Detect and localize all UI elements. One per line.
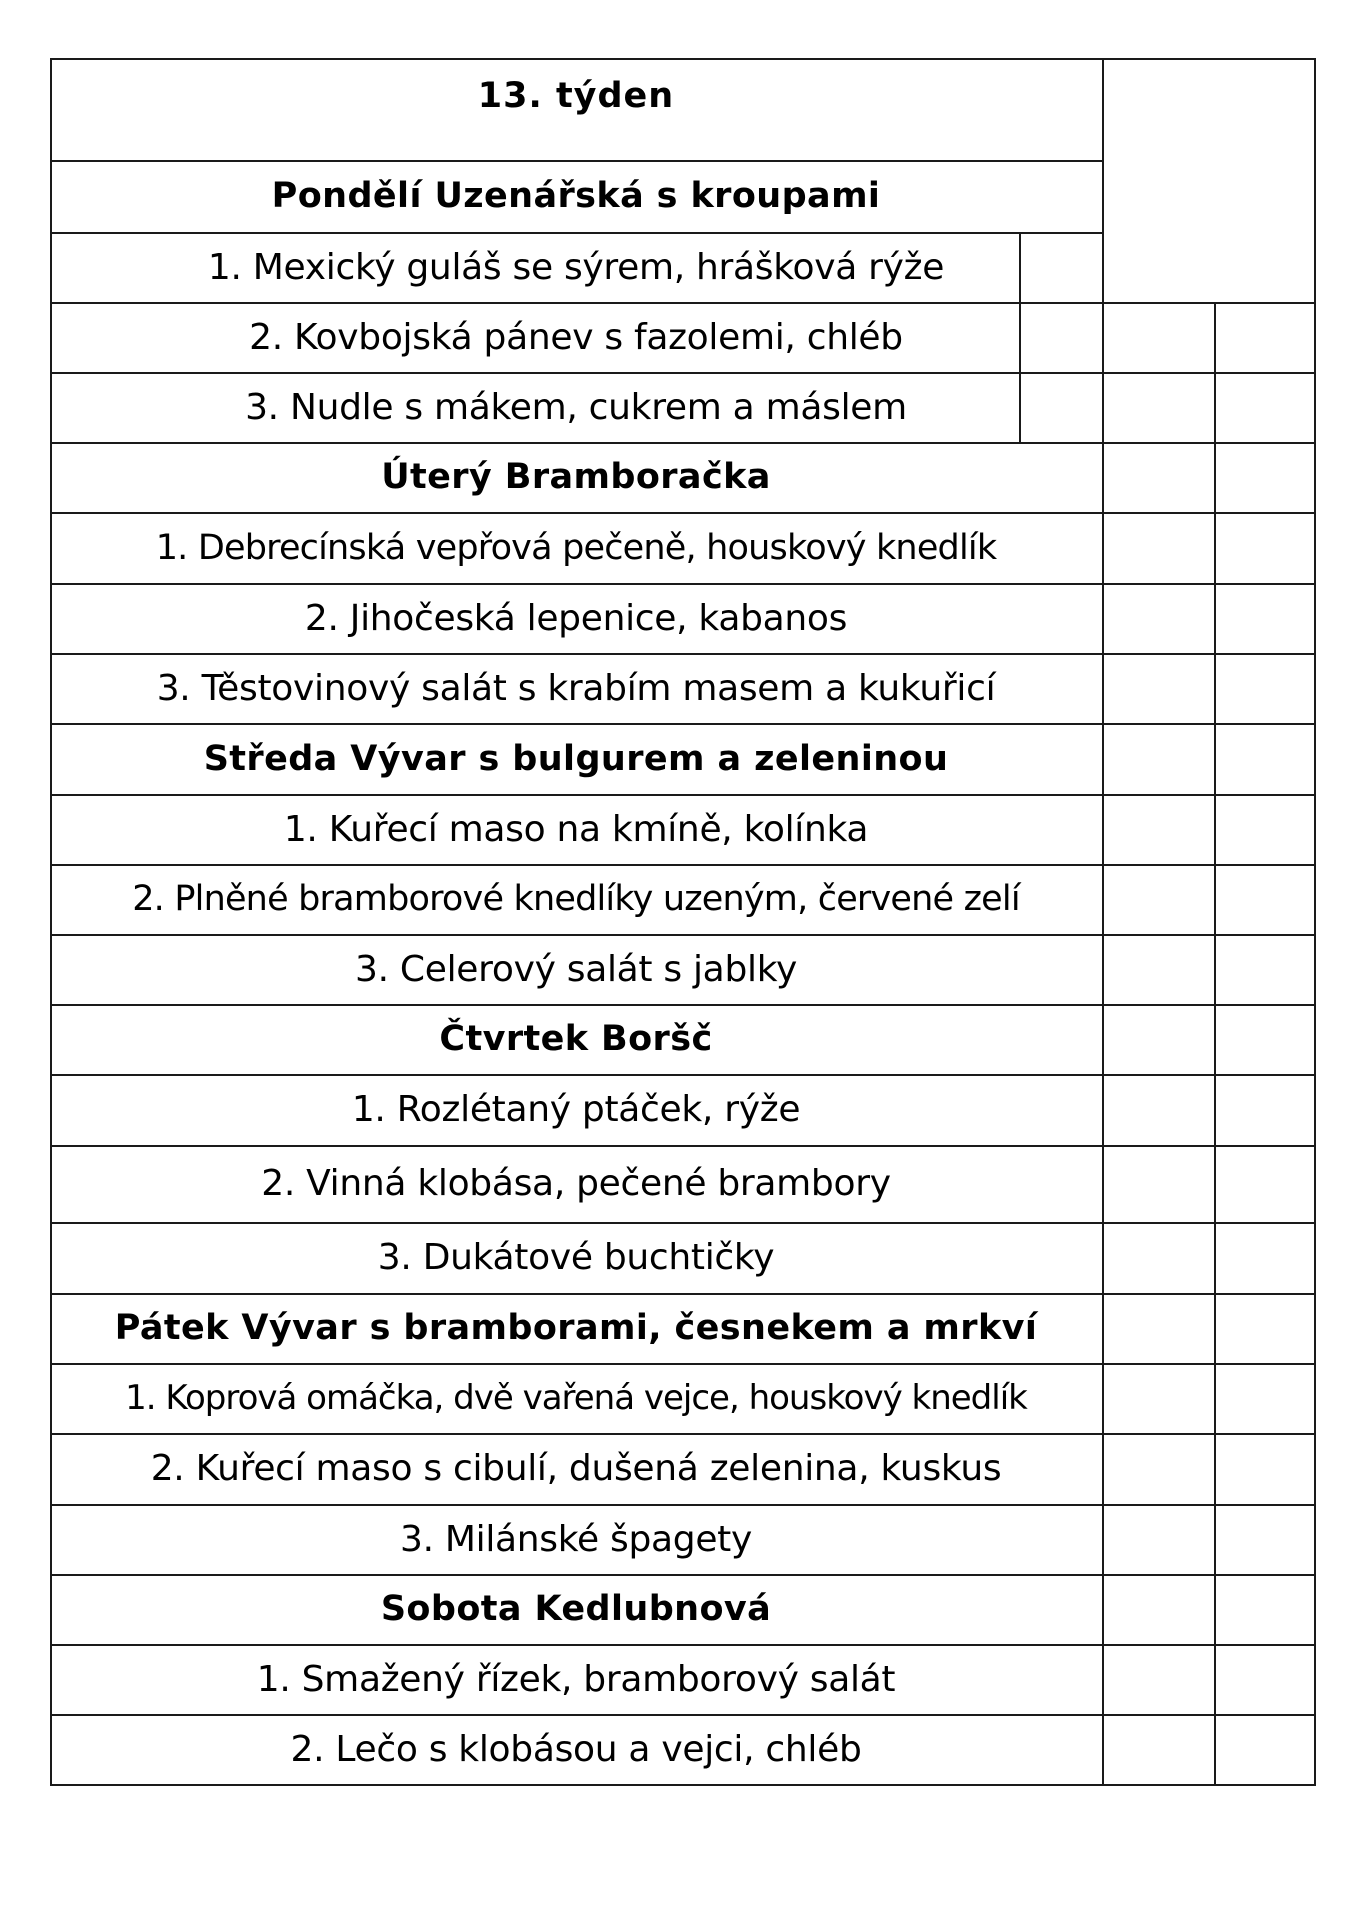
menu-item: 2. Vinná klobása, pečené brambory [261,1163,891,1204]
day-soup-header: Středa Vývar s bulgurem a zeleninou [203,738,949,779]
menu-item: 1. Mexický guláš se sýrem, hrášková rýže [207,246,945,288]
column-divider-main [1102,58,1104,1785]
menu-item: 1. Debrecínská vepřová pečeně, houskový knedlík [155,527,997,568]
menu-item: 2. Kuřecí maso s cibulí, dušená zelenina, kuskus [150,1448,1002,1489]
day-soup-header: Čtvrtek Boršč [439,1019,713,1059]
menu-item: 1. Smažený řízek, bramborový salát [256,1658,896,1700]
menu-item: 1. Kuřecí maso na kmíně, kolínka [283,808,869,850]
menu-table [50,58,1316,1785]
table-border-bottom [50,1784,1316,1786]
menu-item: 2. Kovbojská pánev s fazolemi, chléb [249,316,903,358]
menu-item: 2. Lečo s klobásou a vejci, chléb [290,1728,862,1770]
day-soup-header: Sobota Kedlubnová [380,1589,772,1629]
menu-item: 3. Těstovinový salát s krabím masem a kukuřicí [156,667,996,709]
day-soup-header: Úterý Bramboračka [381,457,771,497]
menu-item: 1. Koprová omáčka, dvě vařená vejce, houskový knedlík [125,1378,1027,1418]
menu-item: 2. Plněné bramborové knedlíky uzeným, červené zelí [132,879,1020,919]
day-soup-header: Pátek Vývar s bramborami, česnekem a mrkví [114,1308,1038,1348]
menu-item: 2. Jihočeská lepenice, kabanos [304,597,848,639]
menu-item: 3. Nudle s mákem, cukrem a máslem [245,386,907,428]
menu-item: 3. Celerový salát s jablky [355,948,797,990]
day-soup-header: Pondělí Uzenářská s kroupami [271,176,881,216]
menu-item: 1. Rozlétaný ptáček, rýže [351,1089,801,1130]
column-divider-right [1214,302,1216,1785]
menu-item: 3. Milánské špagety [399,1518,753,1560]
menu-item: 3. Dukátové buchtičky [377,1237,775,1278]
table-border-right [1314,58,1316,1785]
page-title: 13. týden [477,76,675,116]
